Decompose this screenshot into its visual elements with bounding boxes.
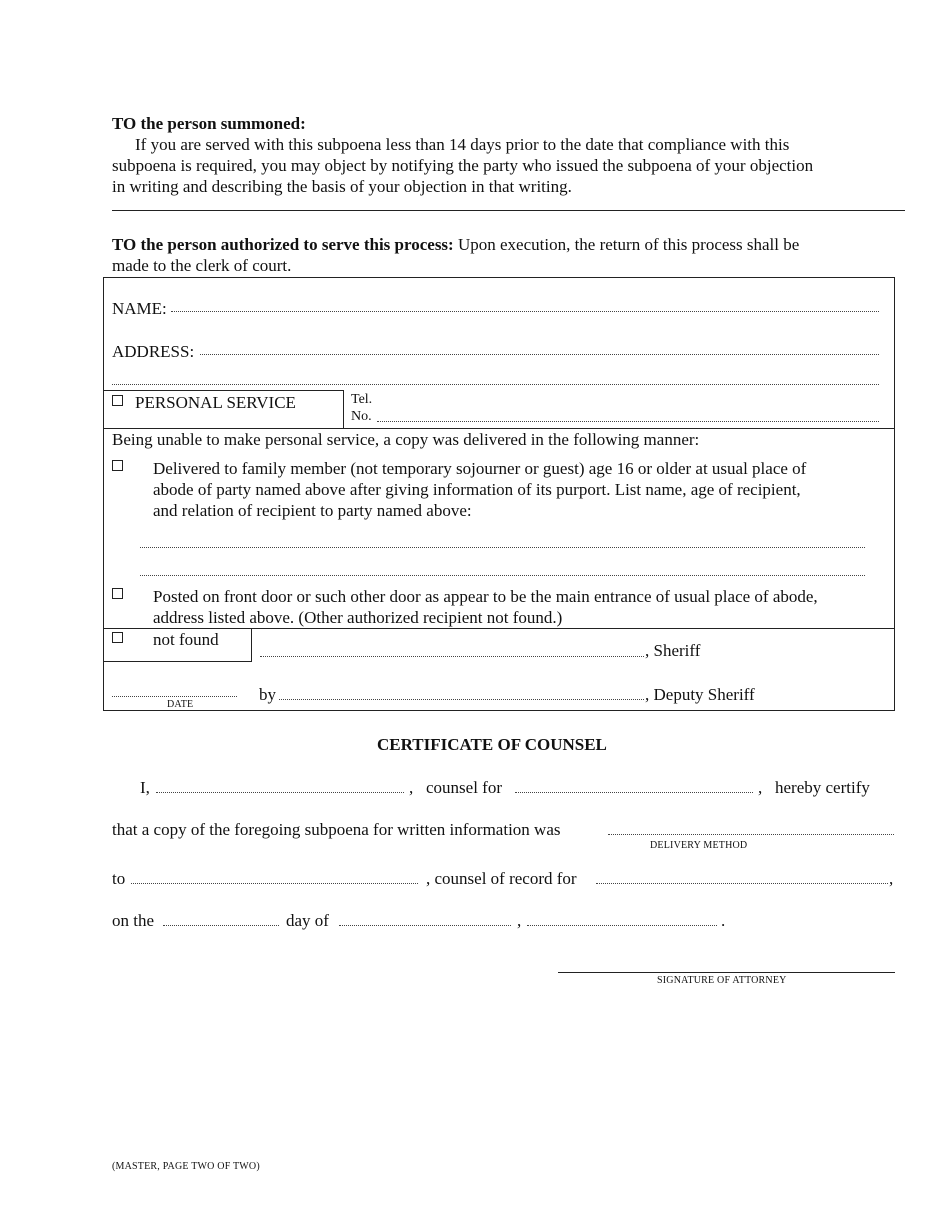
counsel-of-record-label: , counsel of record for xyxy=(426,869,577,888)
family-text-line3: and relation of recipient to party named above: xyxy=(153,501,472,520)
personal-service-top-border xyxy=(103,390,343,391)
family-member-checkbox[interactable] xyxy=(112,460,123,471)
personal-service-label: PERSONAL SERVICE xyxy=(135,393,296,412)
certificate-i-label: I, xyxy=(140,778,150,797)
counsel-of-record-field[interactable] xyxy=(596,883,888,884)
posted-text-line1: Posted on front door or such other door as appear to be the main entrance of usual place of abode, xyxy=(153,587,818,606)
certificate-period: . xyxy=(721,911,726,930)
deputy-signature-field[interactable] xyxy=(279,699,644,700)
month-field[interactable] xyxy=(339,925,511,926)
recipient-field-line2[interactable] xyxy=(140,575,865,576)
tel-number-field[interactable] xyxy=(377,421,879,422)
name-label: NAME: xyxy=(112,299,167,318)
process-text: Upon execution, the return of this process shall be xyxy=(453,235,800,254)
day-of-label: day of xyxy=(286,911,329,930)
year-field[interactable] xyxy=(527,925,717,926)
family-text-line2: abode of party named above after giving information of its purport. List name, age of recipient, xyxy=(153,480,801,499)
summoned-text-line1: If you are served with this subpoena less than 14 days prior to the date that compliance with this xyxy=(135,135,790,154)
posted-text-line2: address listed above. (Other authorized recipient not found.) xyxy=(153,608,563,627)
personal-service-divider xyxy=(343,390,344,428)
family-text-line1: Delivered to family member (not temporary sojourner or guest) age 16 or older at usual place of xyxy=(153,459,807,478)
process-instruction-line1 xyxy=(112,234,799,255)
counsel-name-field[interactable] xyxy=(156,792,404,793)
signature-of-attorney-label: SIGNATURE OF ATTORNEY xyxy=(657,975,787,986)
not-found-checkbox[interactable] xyxy=(112,632,123,643)
attorney-signature-line[interactable] xyxy=(558,972,895,973)
address-field-line2[interactable] xyxy=(112,384,879,385)
recipient-counsel-field[interactable] xyxy=(131,883,418,884)
process-heading: TO the person authorized to serve this process: xyxy=(112,235,454,254)
on-the-label: on the xyxy=(112,911,155,930)
deputy-sheriff-label: , Deputy Sheriff xyxy=(645,685,755,704)
unable-text: Being unable to make personal service, a copy was delivered in the following manner: xyxy=(112,430,700,449)
personal-service-checkbox[interactable] xyxy=(112,395,123,406)
to-label: to xyxy=(112,869,126,888)
tel-label: Tel. xyxy=(351,392,373,407)
summoned-heading: TO the person summoned: xyxy=(112,114,306,133)
recipient-field-line1[interactable] xyxy=(140,547,865,548)
certificate-line2: that a copy of the foregoing subpoena for written information was xyxy=(112,820,561,839)
date-label: DATE xyxy=(167,699,194,710)
day-field[interactable] xyxy=(163,925,279,926)
date-field[interactable] xyxy=(112,696,237,697)
certificate-comma-4: , xyxy=(517,911,522,930)
not-found-label: not found xyxy=(153,630,219,649)
summoned-text-line2: subpoena is required, you may object by notifying the party who issued the subpoena of your objection xyxy=(112,156,814,175)
posted-door-checkbox[interactable] xyxy=(112,588,123,599)
summoned-text-line3: in writing and describing the basis of your objection in that writing. xyxy=(112,177,572,196)
certificate-comma-1: , xyxy=(409,778,414,797)
page-footer: (MASTER, PAGE TWO OF TWO) xyxy=(112,1161,260,1172)
section-divider xyxy=(112,210,905,211)
client-name-field[interactable] xyxy=(515,792,753,793)
process-instruction-line2: made to the clerk of court. xyxy=(112,256,292,275)
counsel-for-label: counsel for xyxy=(426,778,503,797)
no-label: No. xyxy=(351,409,372,424)
certificate-comma-2: , xyxy=(758,778,763,797)
delivery-method-field[interactable] xyxy=(608,834,894,835)
address-label: ADDRESS: xyxy=(112,342,195,361)
address-field-line1[interactable] xyxy=(200,354,879,355)
sheriff-label: , Sheriff xyxy=(645,641,701,660)
hereby-certify-label: hereby certify xyxy=(775,778,870,797)
sheriff-signature-field[interactable] xyxy=(260,656,644,657)
certificate-title: CERTIFICATE OF COUNSEL xyxy=(377,735,607,754)
delivery-method-label: DELIVERY METHOD xyxy=(650,840,748,851)
by-label: by xyxy=(259,685,276,704)
name-field[interactable] xyxy=(171,311,879,312)
certificate-comma-3: , xyxy=(889,869,894,888)
